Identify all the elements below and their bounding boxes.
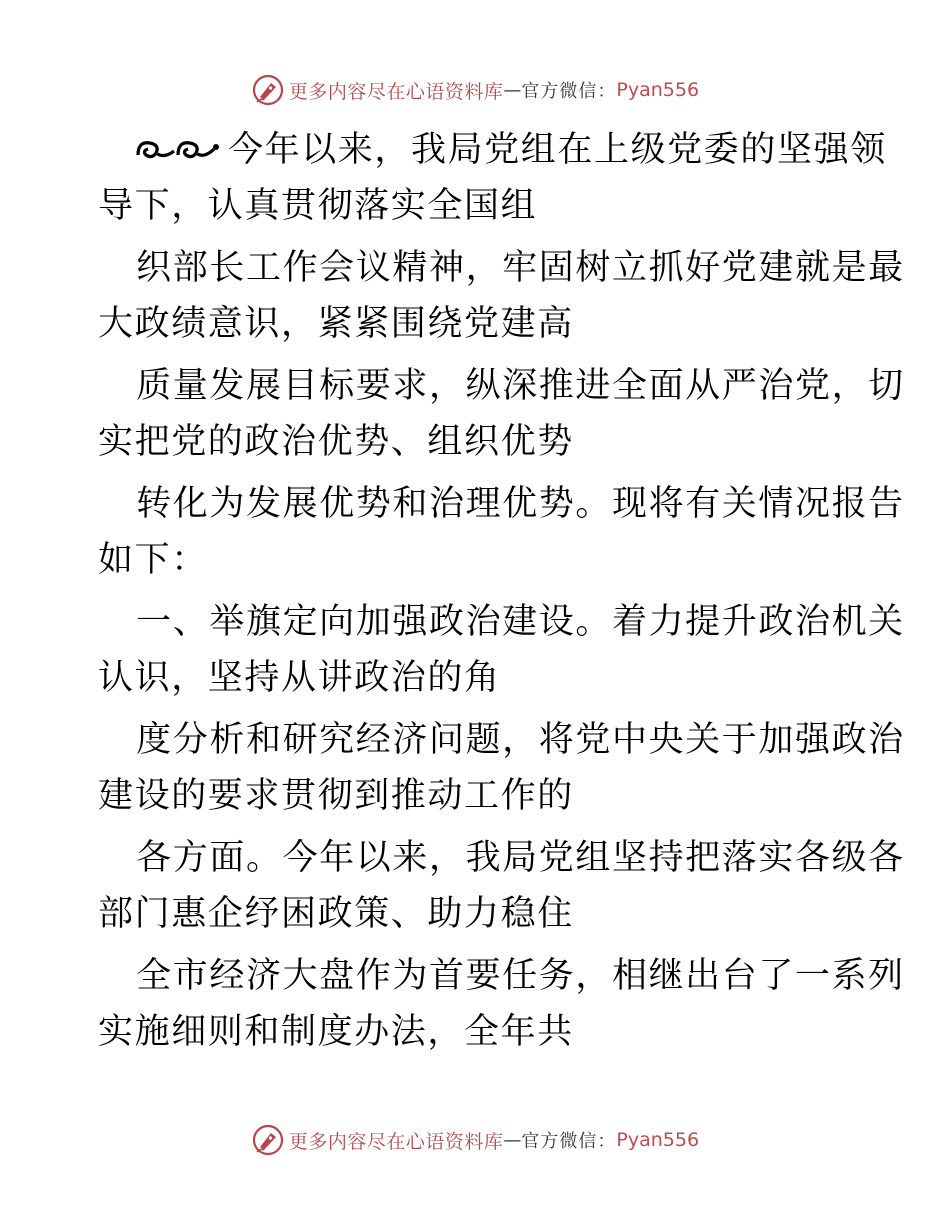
pen-nib-logo-icon <box>251 73 285 107</box>
paragraph-line: 如下： <box>98 540 208 580</box>
paragraph-3 <box>98 358 905 470</box>
footer-banner <box>0 1120 950 1160</box>
paragraph-2 <box>98 240 905 352</box>
paragraph-7 <box>98 830 905 942</box>
paragraph-line: 度分析和研究经济问题，将党中央关于加强政治 <box>98 720 905 760</box>
paragraph-line: 转化为发展优势和治理优势。现将有关情况报告 <box>98 484 905 524</box>
header-banner <box>0 70 950 110</box>
paragraph-5 <box>98 594 905 706</box>
paragraph-line: 质量发展目标要求，纵深推进全面从严治党，切 <box>98 366 905 406</box>
pen-nib-logo-icon <box>251 1123 285 1157</box>
paragraph-line-text: 今年以来，我局党组在上级党委的坚强领 <box>228 130 887 170</box>
banner-wechat-label: 官方微信： <box>521 81 617 102</box>
paragraph-line: 部门惠企纾困政策、助力稳住 <box>98 894 574 934</box>
paragraph-4 <box>98 476 905 588</box>
banner-dash: — <box>503 1129 522 1151</box>
paragraph-6 <box>98 712 905 824</box>
paragraph-line: 各方面。今年以来，我局党组坚持把落实各级各 <box>98 838 905 878</box>
paragraph-line: 建设的要求贯彻到推动工作的 <box>98 776 574 816</box>
banner-wechat-id: Pyan556 <box>616 79 700 101</box>
paragraph-8 <box>98 948 905 1060</box>
banner-wechat-label: 官方微信： <box>521 1131 617 1152</box>
paragraph-line: 大政绩意识，紧紧围绕党建高 <box>98 304 574 344</box>
banner-wechat-id: Pyan556 <box>616 1129 700 1151</box>
paragraph-line: 全市经济大盘作为首要任务，相继出台了一系列 <box>98 956 905 996</box>
paragraph-line: 实施细则和制度办法，全年共 <box>98 1012 574 1052</box>
fleuron-ornament-icon <box>134 135 220 165</box>
paragraph-line: 导下，认真贯彻落实全国组 <box>98 186 538 226</box>
banner-main-text: 更多内容尽在心语资料库 <box>288 80 504 103</box>
paragraph-line <box>98 122 887 178</box>
document-body <box>98 122 905 1066</box>
paragraph-line: 认识，坚持从讲政治的角 <box>98 658 501 698</box>
banner-main-text: 更多内容尽在心语资料库 <box>288 1130 504 1153</box>
paragraph-1 <box>98 122 887 234</box>
banner-dash: — <box>503 79 522 101</box>
paragraph-line: 织部长工作会议精神，牢固树立抓好党建就是最 <box>98 248 905 288</box>
paragraph-line: 一、举旗定向加强政治建设。着力提升政治机关 <box>98 602 905 642</box>
paragraph-line: 实把党的政治优势、组织优势 <box>98 422 574 462</box>
